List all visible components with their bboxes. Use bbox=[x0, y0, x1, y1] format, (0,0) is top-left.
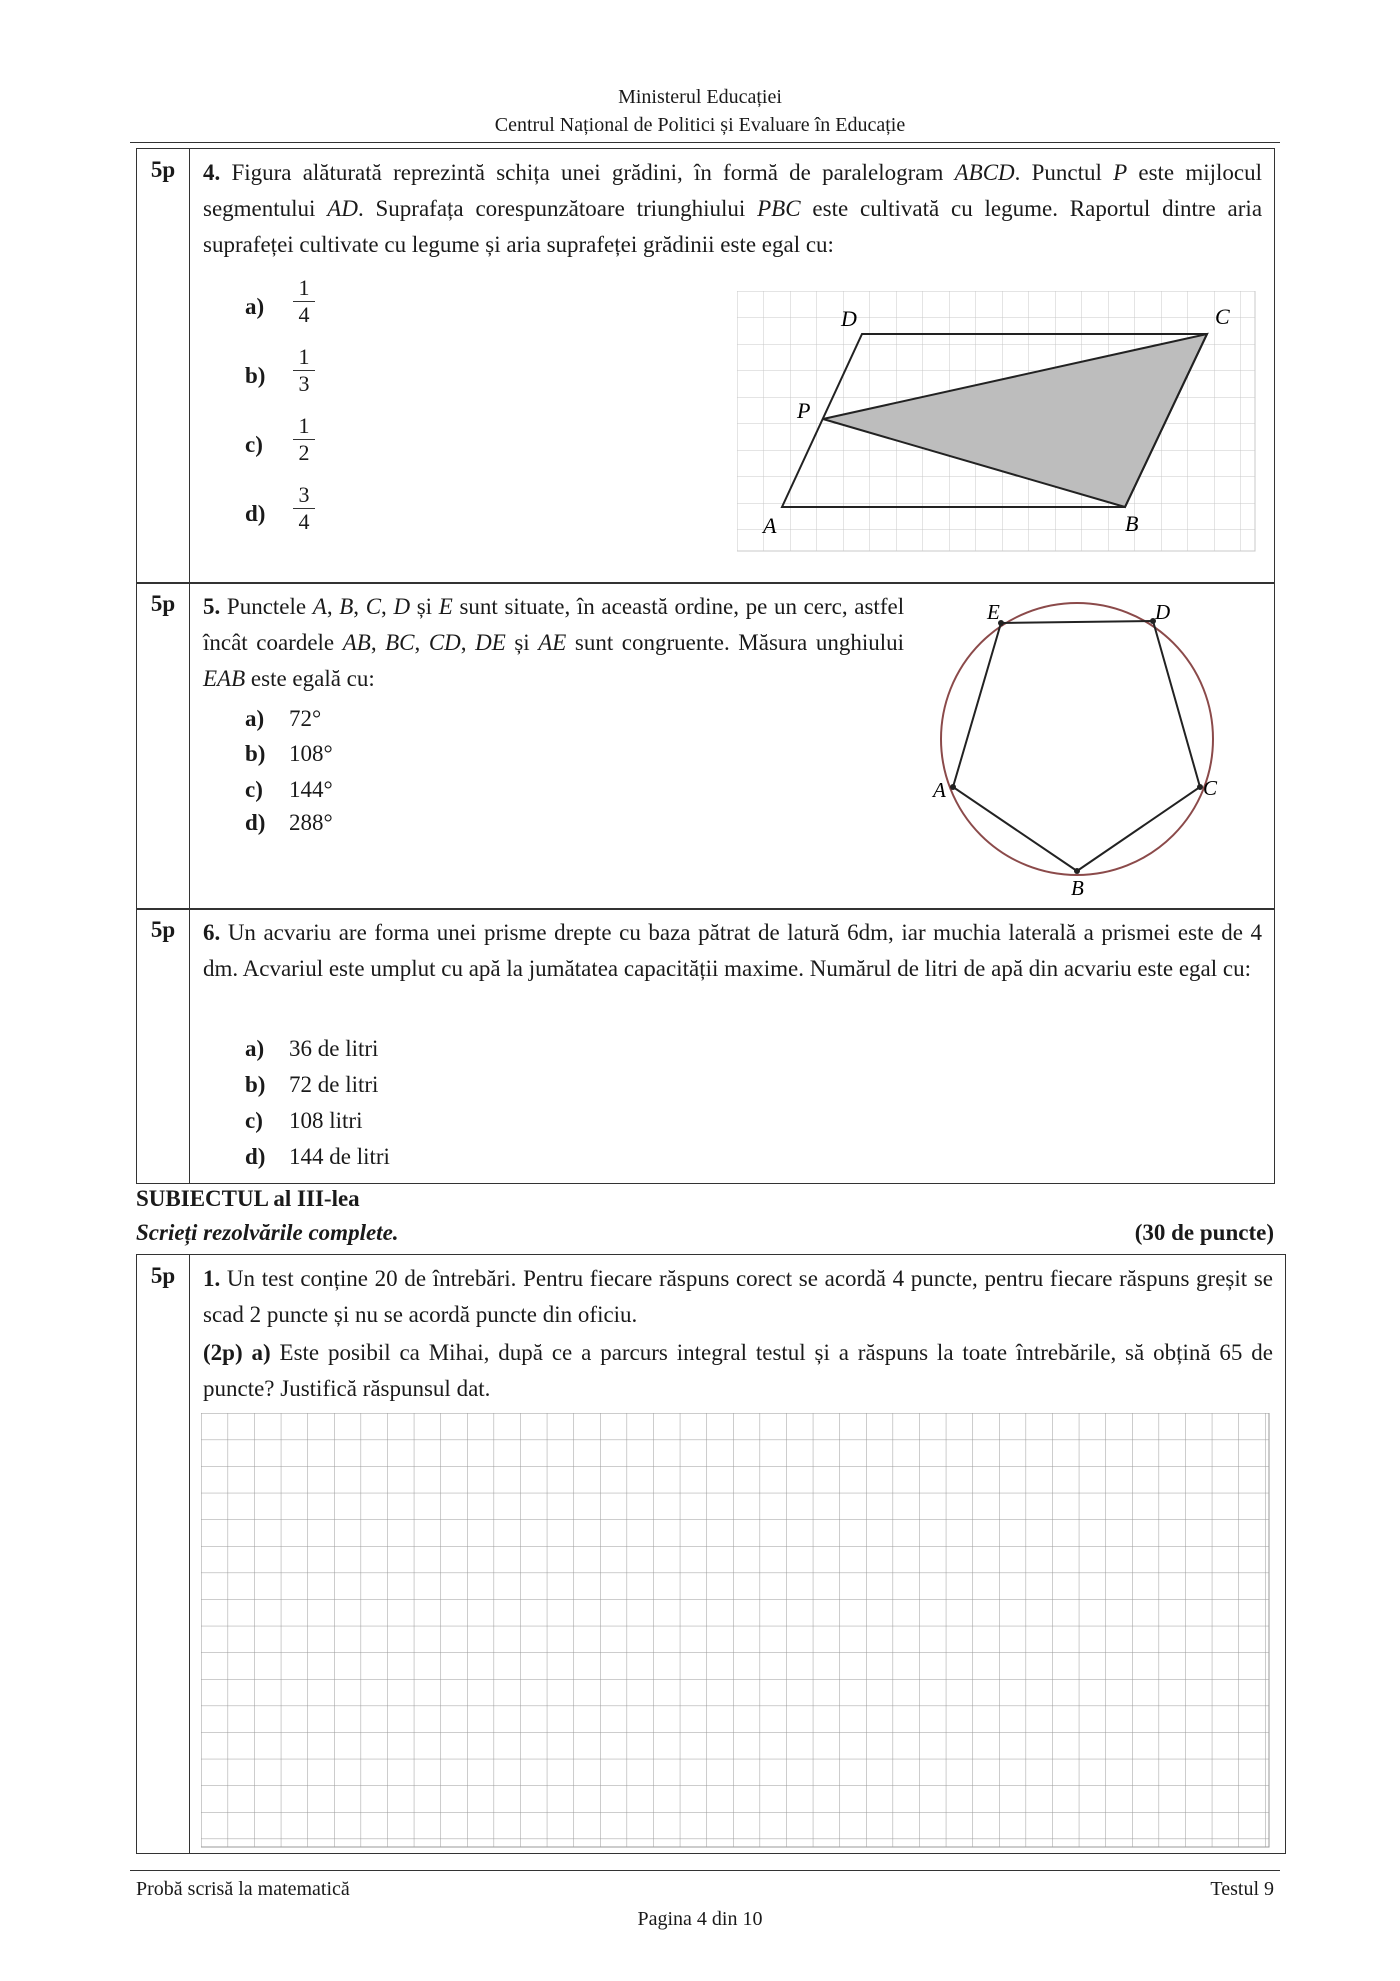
question-5-number: 5. bbox=[203, 594, 221, 619]
question-5-points: 5p bbox=[137, 583, 190, 909]
q6-option-b: b) 72 de litri bbox=[245, 1072, 379, 1097]
header-ministry: Ministerul Educației bbox=[618, 86, 782, 108]
question-4-text: 4. Figura alăturată reprezintă schița unei grădini, în formă de paralelogram ABCD. Punctul P este mijlocul segmentului AD. Suprafața corespunzătoare triunghiului PBC este cultivată cu legume. Raportul dintre aria suprafeței cultivate cu legume și aria suprafeței grădinii este egal cu: bbox=[203, 160, 1263, 257]
question-1-text: 1. Un test conține 20 de întrebări. Pentru fiecare răspuns corect se acordă 4 puncte, pentru fiecare răspuns greșit se scad 2 puncte și nu se acordă puncte din oficiu. bbox=[203, 1266, 1273, 1327]
q5-option-b: b) 108° bbox=[245, 741, 333, 766]
q4-option-c-fraction: $\frac{1}{2}$ bbox=[293, 413, 315, 466]
parallelogram-figure bbox=[737, 291, 1257, 553]
label-b5: B bbox=[1071, 876, 1084, 900]
label-c5: C bbox=[1203, 776, 1218, 800]
question-6-row bbox=[136, 908, 1275, 1184]
q6-option-c: c) 108 litri bbox=[245, 1108, 363, 1133]
question-5-text: 5. Punctele A, B, C, D și E sunt situate, în această ordine, pe un cerc, astfel încât coardele AB, BC, CD, DE și AE sunt congruente. Măsura unghiului EAB este egală cu: bbox=[203, 594, 905, 691]
question-4-points: 5p bbox=[137, 149, 190, 583]
q4-option-a-fraction: $\frac{1}{4}$ bbox=[293, 275, 315, 328]
question-6-points: 5p bbox=[137, 909, 190, 1183]
answer-grid[interactable] bbox=[201, 1413, 1275, 1851]
header-rule bbox=[130, 142, 1280, 143]
question-1-points: 5p bbox=[137, 1255, 190, 1853]
footer-left: Probă scrisă la matematică bbox=[136, 1878, 350, 1900]
pentagon-figure bbox=[927, 591, 1227, 901]
header-center: Centrul Național de Politici și Evaluare în Educație bbox=[494, 114, 906, 136]
question-4-row bbox=[136, 148, 1275, 584]
q5-option-d: d) 288° bbox=[245, 810, 333, 835]
label-d: D bbox=[841, 306, 857, 331]
footer-rule bbox=[130, 1870, 1280, 1871]
question-1-number: 1. bbox=[203, 1266, 221, 1291]
circumcircle bbox=[941, 603, 1213, 875]
q5-option-c: c) 144° bbox=[245, 777, 333, 802]
label-c: C bbox=[1215, 304, 1230, 329]
label-a5: A bbox=[933, 778, 946, 802]
section-points: (30 de puncte) bbox=[1134, 1220, 1274, 1245]
question-4-number: 4. bbox=[203, 160, 221, 185]
label-a: A bbox=[763, 513, 777, 538]
q6-option-a: a) 36 de litri bbox=[245, 1036, 379, 1061]
question-1a-text: (2p) a) Este posibil ca Mihai, după ce a parcurs integral testul și a răspuns la toate întrebările, să obțină 65 de puncte? Justifică răspunsul dat. bbox=[203, 1340, 1273, 1401]
section-title: SUBIECTUL al III-lea bbox=[136, 1186, 360, 1211]
question-5-row bbox=[136, 582, 1275, 910]
q4-option-c-label: c) bbox=[245, 432, 263, 457]
label-e: E bbox=[987, 600, 1000, 624]
footer-right: Testul 9 bbox=[1210, 1878, 1274, 1900]
label-b: B bbox=[1125, 511, 1139, 536]
q4-option-b-fraction: $\frac{1}{3}$ bbox=[293, 344, 315, 397]
pentagon-abcde bbox=[953, 621, 1200, 871]
question-6-number: 6. bbox=[203, 920, 221, 945]
label-d5: D bbox=[1155, 600, 1171, 624]
label-p: P bbox=[797, 398, 811, 423]
question-6-text: 6. Un acvariu are forma unei prisme drepte cu baza pătrat de latură 6dm, iar muchia laterală a prismei este de 4 dm. Acvariul este umplut cu apă la jumătatea capacității maxime. Numărul de litri de apă din acvariu este egal cu: bbox=[203, 920, 1263, 981]
q4-option-b-label: b) bbox=[245, 363, 266, 388]
q6-option-d: d) 144 de litri bbox=[245, 1144, 390, 1169]
footer-page-number: Pagina 4 din 10 bbox=[637, 1908, 763, 1930]
section-instruction: Scrieți rezolvările complete. bbox=[136, 1220, 399, 1245]
q4-option-a-label: a) bbox=[245, 294, 265, 319]
q4-option-d-label: d) bbox=[245, 501, 266, 526]
q4-option-d-fraction: $\frac{3}{4}$ bbox=[293, 482, 315, 535]
q5-option-a: a) 72° bbox=[245, 706, 322, 731]
question-1-row bbox=[136, 1254, 1286, 1854]
